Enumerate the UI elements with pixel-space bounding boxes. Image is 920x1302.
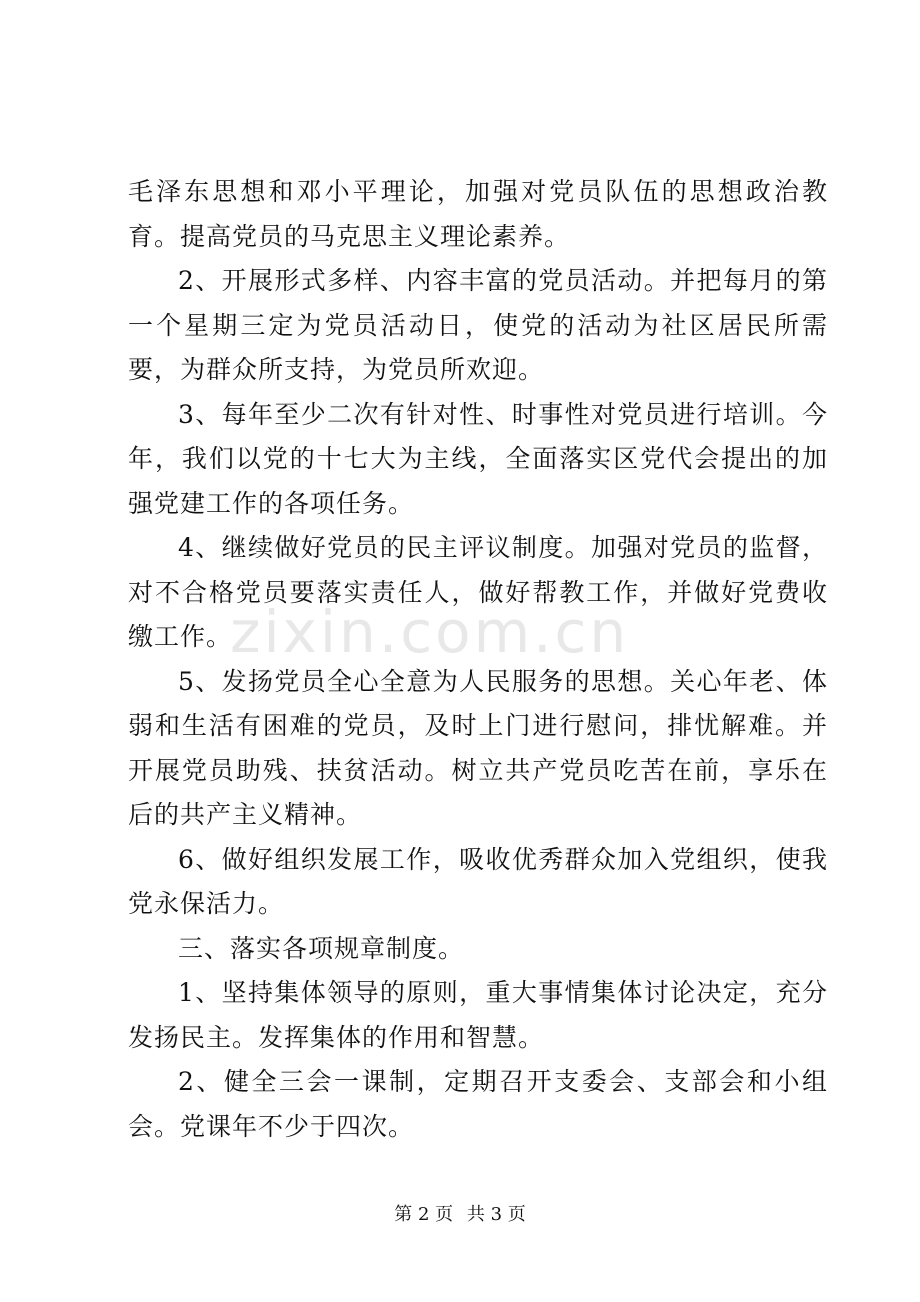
paragraph-8: 1、坚持集体领导的原则，重大事情集体讨论决定，充分发扬民主。发挥集体的作用和智慧。 — [128, 978, 828, 1052]
paragraph-2: 2、开展形式多样、内容丰富的党员活动。并把每月的第一个星期三定为党员活动日，使党的活动为社区居民所需要，为群众所支持，为党员所欢迎。 — [128, 266, 828, 384]
paragraph-6: 6、做好组织发展工作，吸收优秀群众加入党组织，使我党永保活力。 — [128, 844, 828, 918]
paragraph-5: 5、发扬党员全心全意为人民服务的思想。关心年老、体弱和生活有困难的党员，及时上门进行慰问，排忧解难。并开展党员助残、扶贫活动。树立共产党员吃苦在前，享乐在后的共产主义精神。 — [128, 666, 828, 829]
page-footer — [0, 1200, 920, 1226]
page-total: 共 3 页 — [466, 1204, 526, 1225]
paragraph-9: 2、健全三会一课制，定期召开支委会、支部会和小组会。党课年不少于四次。 — [128, 1067, 828, 1141]
watermark: zixin.com.cn — [230, 598, 630, 666]
page-number: 第 2 页 — [394, 1204, 454, 1225]
paragraph-1: 毛泽东思想和邓小平理论，加强对党员队伍的思想政治教育。提高党员的马克思主义理论素养。 — [128, 177, 828, 251]
document-body — [128, 170, 828, 1149]
paragraph-4: 4、继续做好党员的民主评议制度。加强对党员的监督，对不合格党员要落实责任人，做好帮教工作，并做好党费收缴工作。 — [128, 533, 828, 651]
paragraph-3: 3、每年至少二次有针对性、时事性对党员进行培训。今年，我们以党的十七大为主线，全面落实区党代会提出的加强党建工作的各项任务。 — [128, 399, 828, 518]
section-heading: 三、落实各项规章制度。 — [178, 933, 465, 963]
